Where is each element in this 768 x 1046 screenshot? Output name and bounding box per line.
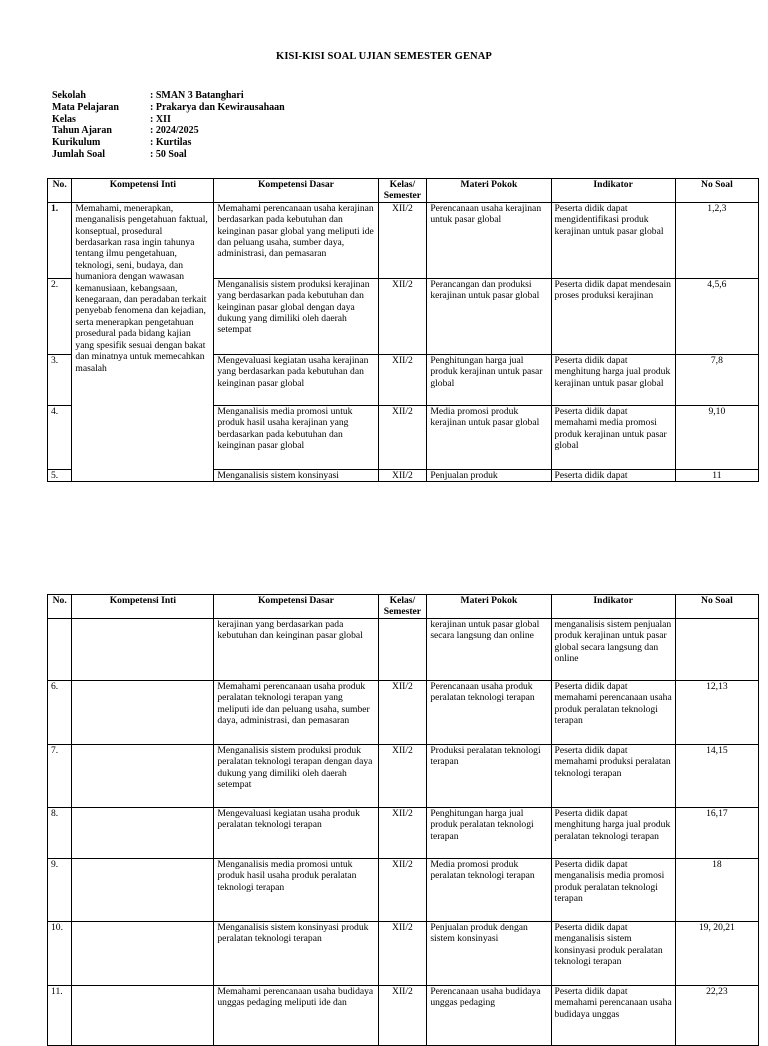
header-indikator: Indikator: [551, 595, 675, 619]
kisi-kisi-table-page-1: [47, 178, 759, 482]
cell-no-soal: 7,8: [675, 354, 758, 405]
cell-kompetensi-inti: [72, 858, 214, 921]
info-label: Mata Pelajaran: [52, 101, 119, 113]
header-kompetensi-dasar: Kompetensi Dasar: [214, 595, 378, 619]
info-label: Tahun Ajaran: [52, 125, 112, 137]
cell-no-soal: 4,5,6: [675, 278, 758, 354]
cell-no-soal: 18: [675, 858, 758, 921]
cell-kompetensi-dasar: Mengevaluasi kegiatan usaha produk peralatan teknologi terapan: [214, 807, 378, 858]
cell-kompetensi-inti: [72, 744, 214, 807]
cell-no-soal: 1,2,3: [675, 202, 758, 278]
cell-materi: Media promosi produk kerajinan untuk pasar global: [427, 405, 551, 469]
cell-kompetensi-inti: Memahami, menerapkan, menganalisis pengetahuan faktual, konseptual, prosedural berdasarkan rasa ingin tahunya tentang ilmu pengetahuan, teknologi, seni, budaya, dan humaniora dengan wawasan kemanusiaan, kebangsaan, kenegaraan, dan peradaban terkait penyebab fenomena dan kejadian, serta menerapkan pengetahuan prosedural pada bidang kajian yang spesifik sesuai dengan bakat dan minatnya untuk memecahkan masalah: [72, 202, 214, 481]
header-no-soal: No Soal: [675, 595, 758, 619]
cell-no: 5.: [48, 469, 72, 481]
cell-kelas: XII/2: [378, 680, 427, 744]
cell-materi: Penghitungan harga jual produk kerajinan untuk pasar global: [427, 354, 551, 405]
cell-kompetensi-inti: [72, 680, 214, 744]
cell-materi: Perencanaan usaha kerajinan untuk pasar global: [427, 202, 551, 278]
cell-indikator: Peserta didik dapat memahami produksi peralatan teknologi terapan: [551, 744, 675, 807]
cell-kompetensi-dasar: Mengevaluasi kegiatan usaha kerajinan yang berdasarkan pada kebutuhan dan keinginan pasar global: [214, 354, 378, 405]
cell-kelas: XII/2: [378, 921, 427, 985]
info-label: Sekolah: [52, 90, 86, 101]
table-row: [48, 202, 759, 278]
cell-materi: Penjualan produk: [427, 469, 551, 481]
kisi-kisi-table-page-2: [47, 594, 759, 1046]
header-kompetensi-inti: Kompetensi Inti: [72, 179, 214, 203]
cell-no: 9.: [48, 858, 72, 921]
cell-indikator: Peserta didik dapat memahami perencanaan usaha budidaya unggas: [551, 985, 675, 1045]
cell-no: 6.: [48, 680, 72, 744]
document-info: [52, 90, 285, 161]
cell-kelas: XII/2: [378, 354, 427, 405]
info-value: : Kurtilas: [150, 137, 192, 149]
cell-kompetensi-dasar: Memahami perencanaan usaha kerajinan berdasarkan pada kebutuhan dan keinginan pasar global yang meliputi ide dan peluang usaha, sumber daya, administrasi, dan pemasaran: [214, 202, 378, 278]
cell-materi: Penjualan produk dengan sistem konsinyasi: [427, 921, 551, 985]
info-label: Kelas: [52, 113, 76, 125]
cell-no: 10.: [48, 921, 72, 985]
cell-kelas: XII/2: [378, 469, 427, 481]
cell-no-soal: 12,13: [675, 680, 758, 744]
info-label: Kurikulum: [52, 137, 101, 149]
header-indikator: Indikator: [551, 179, 675, 203]
cell-no: 3.: [48, 354, 72, 405]
info-value: : Prakarya dan Kewirausahaan: [150, 101, 285, 113]
cell-kelas: XII/2: [378, 985, 427, 1045]
cell-no: 2.: [48, 278, 72, 354]
header-no: No.: [48, 179, 72, 203]
info-row-tahun-ajaran: [52, 125, 285, 137]
cell-no: 11.: [48, 985, 72, 1045]
cell-kompetensi-dasar: Menganalisis sistem produksi produk peralatan teknologi terapan dengan daya dukung yang dimiliki oleh daerah setempat: [214, 744, 378, 807]
table-row: [48, 985, 759, 1045]
cell-kompetensi-dasar: Menganalisis media promosi untuk produk hasil usaha produk peralatan teknologi terapan: [214, 858, 378, 921]
cell-no: 8.: [48, 807, 72, 858]
table-header-row: [48, 595, 759, 619]
info-value: : 50 Soal: [150, 148, 187, 160]
header-kelas-semester: Kelas/ Semester: [378, 179, 427, 203]
info-row-mata-pelajaran: [52, 102, 285, 114]
info-label: Jumlah Soal: [52, 148, 106, 160]
cell-no: [48, 618, 72, 680]
cell-no: 4.: [48, 405, 72, 469]
header-materi-pokok: Materi Pokok: [427, 595, 551, 619]
info-row-sekolah: [52, 90, 285, 102]
cell-kompetensi-dasar: kerajinan yang berdasarkan pada kebutuhan dan keinginan pasar global: [214, 618, 378, 680]
cell-materi: Penghitungan harga jual produk peralatan teknologi terapan: [427, 807, 551, 858]
info-value: : SMAN 3 Batanghari: [150, 90, 244, 101]
cell-kompetensi-inti: [72, 921, 214, 985]
cell-materi: kerajinan untuk pasar global secara langsung dan online: [427, 618, 551, 680]
cell-kelas: XII/2: [378, 744, 427, 807]
cell-no-soal: 11: [675, 469, 758, 481]
cell-materi: Perancangan dan produksi kerajinan untuk pasar global: [427, 278, 551, 354]
cell-indikator: Peserta didik dapat menghitung harga jual produk peralatan teknologi terapan: [551, 807, 675, 858]
cell-kompetensi-dasar: Menganalisis media promosi untuk produk hasil usaha kerajinan yang berdasarkan pada kebutuhan dan keinginan pasar global: [214, 405, 378, 469]
cell-indikator: Peserta didik dapat menganalisis media promosi produk peralatan teknologi terapan: [551, 858, 675, 921]
cell-kompetensi-inti: [72, 807, 214, 858]
cell-kelas: XII/2: [378, 202, 427, 278]
cell-indikator: Peserta didik dapat memahami media promosi produk kerajinan untuk pasar global: [551, 405, 675, 469]
cell-kompetensi-dasar: Memahami perencanaan usaha produk peralatan teknologi terapan yang meliputi ide dan peluang usaha, sumber daya, administrasi, dan pemasaran: [214, 680, 378, 744]
cell-indikator: menganalisis sistem penjualan produk kerajinan untuk pasar global secara langsung dan online: [551, 618, 675, 680]
cell-kelas: [378, 618, 427, 680]
cell-no-soal: 22,23: [675, 985, 758, 1045]
cell-materi: Produksi peralatan teknologi terapan: [427, 744, 551, 807]
cell-kompetensi-dasar: Menganalisis sistem produksi kerajinan yang berdasarkan pada kebutuhan dan keinginan pasar global dengan daya dukung yang dimiliki oleh daerah setempat: [214, 278, 378, 354]
cell-no-soal: 16,17: [675, 807, 758, 858]
cell-materi: Perencanaan usaha budidaya unggas pedaging: [427, 985, 551, 1045]
info-row-jumlah-soal: [52, 149, 285, 161]
header-kelas-semester: Kelas/ Semester: [378, 595, 427, 619]
table-row: [48, 680, 759, 744]
document-title: KISI-KISI SOAL UJIAN SEMESTER GENAP: [276, 51, 492, 62]
cell-kompetensi-dasar: Menganalisis sistem konsinyasi: [214, 469, 378, 481]
cell-indikator: Peserta didik dapat menganalisis sistem konsinyasi produk peralatan teknologi terapan: [551, 921, 675, 985]
cell-no-soal: [675, 618, 758, 680]
cell-kompetensi-inti: [72, 618, 214, 680]
cell-indikator: Peserta didik dapat mendesain proses produksi kerajinan: [551, 278, 675, 354]
cell-kelas: XII/2: [378, 807, 427, 858]
cell-kompetensi-dasar: Memahami perencanaan usaha budidaya unggas pedaging meliputi ide dan: [214, 985, 378, 1045]
cell-indikator: Peserta didik dapat menghitung harga jual produk kerajinan untuk pasar global: [551, 354, 675, 405]
cell-indikator: Peserta didik dapat memahami perencanaan usaha produk peralatan teknologi terapan: [551, 680, 675, 744]
header-materi-pokok: Materi Pokok: [427, 179, 551, 203]
cell-kelas: XII/2: [378, 858, 427, 921]
header-no-soal: No Soal: [675, 179, 758, 203]
info-value: : XII: [150, 113, 171, 125]
cell-materi: Media promosi produk peralatan teknologi terapan: [427, 858, 551, 921]
table-row: [48, 807, 759, 858]
cell-kelas: XII/2: [378, 405, 427, 469]
cell-kompetensi-dasar: Menganalisis sistem konsinyasi produk peralatan teknologi terapan: [214, 921, 378, 985]
cell-materi: Perencanaan usaha produk peralatan teknologi terapan: [427, 680, 551, 744]
header-no: No.: [48, 595, 72, 619]
table-row: [48, 744, 759, 807]
table-row: [48, 858, 759, 921]
cell-no-soal: 19, 20,21: [675, 921, 758, 985]
cell-no: 7.: [48, 744, 72, 807]
info-row-kelas: [52, 114, 285, 126]
table-row: [48, 921, 759, 985]
cell-no: 1.: [48, 202, 72, 278]
info-value: : 2024/2025: [150, 125, 199, 137]
cell-no-soal: 14,15: [675, 744, 758, 807]
header-kompetensi-dasar: Kompetensi Dasar: [214, 179, 378, 203]
header-kompetensi-inti: Kompetensi Inti: [72, 595, 214, 619]
cell-indikator: Peserta didik dapat mengidentifikasi produk kerajinan untuk pasar global: [551, 202, 675, 278]
table-header-row: [48, 179, 759, 203]
cell-kompetensi-inti: [72, 985, 214, 1045]
cell-indikator: Peserta didik dapat: [551, 469, 675, 481]
cell-kelas: XII/2: [378, 278, 427, 354]
cell-no-soal: 9,10: [675, 405, 758, 469]
info-row-kurikulum: [52, 137, 285, 149]
table-row: [48, 618, 759, 680]
